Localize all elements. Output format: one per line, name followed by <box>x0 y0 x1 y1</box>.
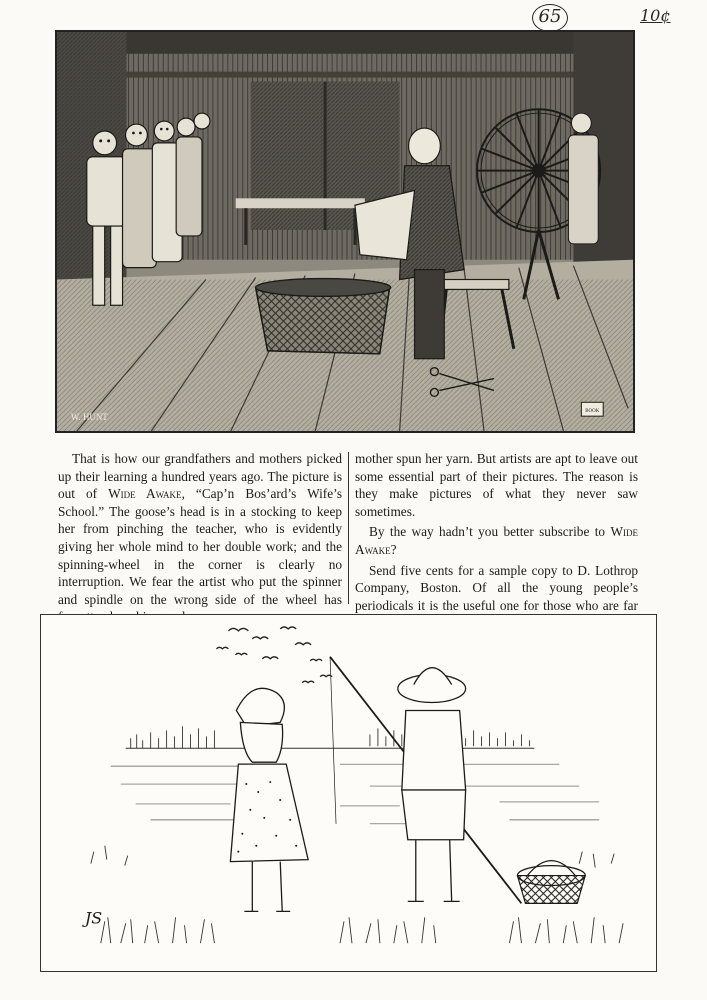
article-text: , “Cap’n Bos’ard’s Wife’s School.” The goose’s head is in a stocking to keep her from pinching the teacher, who is evidently giving her whole mind to her double work; and the spinning-wheel in the corner is clearly no interruption. We fear the artist who put the spinner and spindle on the wrong side of the wheel has <box>58 486 342 607</box>
fishing-children-sketch <box>40 614 657 972</box>
article-text: That is how our grandfathers and mothers picked up their learning a hundred years ago. The picture is out of <box>58 451 342 502</box>
fishing-basket <box>517 861 585 904</box>
boy-figure <box>398 668 466 902</box>
article-paragraph-1 <box>58 450 342 626</box>
magazine-name: Wide Awake <box>108 486 182 502</box>
girl-figure <box>230 688 308 911</box>
article-text: By the way hadn’t you better subscribe to <box>369 524 611 540</box>
article-paragraph-2 <box>355 523 638 558</box>
article-paragraph-continued: mother spun her yarn. But artists are apt to leave out some essential part of their pictures. The reason is they make pictures of what they never saw sometimes. <box>355 451 638 519</box>
birds <box>216 627 332 683</box>
article-paragraph-3: Send five cents for a sample copy to D. Lothrop Company, Boston. Of all the young people’s periodicals it is the useful one for those who are far <box>355 562 638 613</box>
article-column-left <box>58 450 342 626</box>
magazine-name: Wide Awake <box>355 524 638 557</box>
page-number-annotation: 65 <box>532 4 568 32</box>
article-column-right <box>355 450 638 632</box>
book-label: BOOK <box>585 409 600 415</box>
schoolroom-engraving <box>55 30 635 433</box>
price-annotation: 10¢ <box>640 6 671 25</box>
artist-signature: W. HUNT <box>70 412 108 423</box>
column-divider <box>348 452 349 604</box>
article-text: ? <box>390 541 397 557</box>
artist-monogram: JS <box>84 908 103 928</box>
